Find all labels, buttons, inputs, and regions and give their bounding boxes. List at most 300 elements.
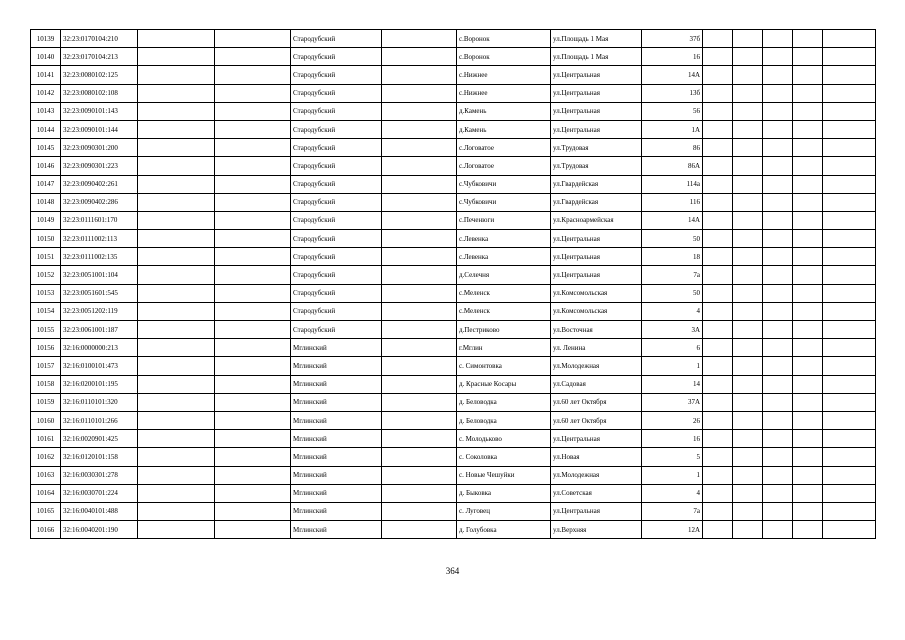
street: ул.60 лет Октября [551,411,642,429]
empty-cell [763,284,793,302]
settlement: г.Мглин [457,339,551,357]
empty-cell [382,175,457,193]
empty-cell [703,411,733,429]
house-number: 14А [642,211,703,229]
empty-cell [215,284,291,302]
row-number: 10139 [31,30,61,48]
row-number: 10151 [31,248,61,266]
empty-cell [793,484,823,502]
empty-cell [823,193,876,211]
street: ул. Ленина [551,339,642,357]
empty-cell [823,175,876,193]
empty-cell [733,484,763,502]
row-number: 10158 [31,375,61,393]
street: ул.Трудовая [551,139,642,157]
empty-cell [733,302,763,320]
empty-cell [138,157,215,175]
table-row [31,157,876,175]
settlement: с. Луговец [457,502,551,520]
empty-cell [215,84,291,102]
empty-cell [703,30,733,48]
settlement: с.Левенка [457,248,551,266]
empty-cell [733,321,763,339]
empty-cell [138,139,215,157]
empty-cell [823,139,876,157]
table-row [31,521,876,539]
empty-cell [382,157,457,175]
settlement: с.Левенка [457,230,551,248]
row-number: 10163 [31,466,61,484]
empty-cell [763,502,793,520]
empty-cell [215,248,291,266]
settlement: с. Соколовка [457,448,551,466]
empty-cell [215,411,291,429]
district: Стародубский [291,120,382,138]
district: Стародубский [291,84,382,102]
empty-cell [703,357,733,375]
empty-cell [793,339,823,357]
empty-cell [138,521,215,539]
street: ул.Центральная [551,502,642,520]
district: Стародубский [291,66,382,84]
empty-cell [733,84,763,102]
empty-cell [138,430,215,448]
empty-cell [763,302,793,320]
empty-cell [733,284,763,302]
cadastral-number: 32:16:0100101:473 [61,357,138,375]
empty-cell [733,120,763,138]
empty-cell [138,30,215,48]
empty-cell [382,266,457,284]
cadastral-number: 32:23:0061001:187 [61,321,138,339]
street: ул.Гвардейская [551,193,642,211]
empty-cell [215,66,291,84]
empty-cell [138,484,215,502]
settlement: д. Беловодка [457,411,551,429]
empty-cell [382,502,457,520]
empty-cell [138,84,215,102]
house-number: 37б [642,30,703,48]
district: Мглинский [291,375,382,393]
cadastral-number: 32:16:0200101:195 [61,375,138,393]
empty-cell [793,502,823,520]
empty-cell [703,48,733,66]
empty-cell [138,66,215,84]
cadastral-number: 32:16:0110101:320 [61,393,138,411]
house-number: 16 [642,48,703,66]
district: Мглинский [291,357,382,375]
settlement: с.Меленск [457,302,551,320]
empty-cell [733,30,763,48]
empty-cell [823,357,876,375]
cadastral-number: 32:16:0120101:158 [61,448,138,466]
district: Мглинский [291,502,382,520]
empty-cell [733,430,763,448]
empty-cell [763,448,793,466]
empty-cell [703,502,733,520]
empty-cell [382,66,457,84]
empty-cell [823,230,876,248]
street: ул.Садовая [551,375,642,393]
empty-cell [733,102,763,120]
empty-cell [823,248,876,266]
row-number: 10144 [31,120,61,138]
empty-cell [763,84,793,102]
empty-cell [703,466,733,484]
house-number: 86А [642,157,703,175]
empty-cell [793,193,823,211]
row-number: 10146 [31,157,61,175]
house-number: 1 [642,357,703,375]
empty-cell [138,339,215,357]
empty-cell [382,84,457,102]
empty-cell [763,139,793,157]
cadastral-number: 32:16:0030301:278 [61,466,138,484]
street: ул.Комсомольская [551,302,642,320]
house-number: 26 [642,411,703,429]
empty-cell [703,375,733,393]
cadastral-number: 32:16:0040201:190 [61,521,138,539]
empty-cell [823,30,876,48]
district: Мглинский [291,521,382,539]
empty-cell [733,393,763,411]
settlement: д. Быковка [457,484,551,502]
empty-cell [763,175,793,193]
empty-cell [382,357,457,375]
house-number: 37А [642,393,703,411]
empty-cell [793,84,823,102]
empty-cell [215,393,291,411]
empty-cell [703,139,733,157]
empty-cell [703,102,733,120]
empty-cell [138,266,215,284]
empty-cell [382,321,457,339]
row-number: 10150 [31,230,61,248]
district: Мглинский [291,466,382,484]
street: ул.Новая [551,448,642,466]
row-number: 10147 [31,175,61,193]
table-row [31,339,876,357]
district: Мглинский [291,411,382,429]
empty-cell [382,393,457,411]
empty-cell [703,302,733,320]
empty-cell [733,339,763,357]
empty-cell [138,466,215,484]
empty-cell [793,521,823,539]
empty-cell [763,30,793,48]
cadastral-number: 32:23:0111002:135 [61,248,138,266]
house-number: 7а [642,502,703,520]
empty-cell [703,430,733,448]
district: Стародубский [291,48,382,66]
empty-cell [138,375,215,393]
empty-cell [138,102,215,120]
empty-cell [763,230,793,248]
street: ул.Красноармейская [551,211,642,229]
table-row [31,393,876,411]
row-number: 10165 [31,502,61,520]
empty-cell [763,48,793,66]
empty-cell [703,448,733,466]
empty-cell [138,302,215,320]
empty-cell [215,30,291,48]
empty-cell [215,120,291,138]
empty-cell [733,66,763,84]
house-number: 14 [642,375,703,393]
empty-cell [733,248,763,266]
empty-cell [763,66,793,84]
empty-cell [215,302,291,320]
row-number: 10162 [31,448,61,466]
empty-cell [703,266,733,284]
row-number: 10164 [31,484,61,502]
row-number: 10145 [31,139,61,157]
empty-cell [793,393,823,411]
empty-cell [793,430,823,448]
house-number: 7а [642,266,703,284]
cadastral-number: 32:16:0020901:425 [61,430,138,448]
empty-cell [138,411,215,429]
settlement: с.Нижнее [457,84,551,102]
cadastral-number: 32:23:0170104:213 [61,48,138,66]
empty-cell [382,284,457,302]
empty-cell [138,48,215,66]
empty-cell [763,393,793,411]
empty-cell [138,193,215,211]
empty-cell [823,448,876,466]
district: Мглинский [291,430,382,448]
empty-cell [215,266,291,284]
table-row [31,448,876,466]
table-row [31,211,876,229]
house-number: 16 [642,430,703,448]
house-number: 6 [642,339,703,357]
empty-cell [215,175,291,193]
empty-cell [703,521,733,539]
house-number: 14А [642,66,703,84]
empty-cell [793,139,823,157]
cadastral-number: 32:23:0080102:108 [61,84,138,102]
row-number: 10157 [31,357,61,375]
empty-cell [823,102,876,120]
empty-cell [138,357,215,375]
street: ул.60 лет Октября [551,393,642,411]
house-number: 5 [642,448,703,466]
district: Стародубский [291,30,382,48]
empty-cell [382,248,457,266]
empty-cell [215,466,291,484]
empty-cell [138,393,215,411]
empty-cell [823,266,876,284]
settlement: д.Камень [457,102,551,120]
empty-cell [382,230,457,248]
settlement: с.Воронок [457,30,551,48]
empty-cell [793,120,823,138]
empty-cell [703,484,733,502]
empty-cell [823,411,876,429]
house-number: 56 [642,102,703,120]
empty-cell [763,411,793,429]
district: Мглинский [291,339,382,357]
table-body [31,30,876,539]
empty-cell [215,139,291,157]
empty-cell [823,393,876,411]
row-number: 10166 [31,521,61,539]
empty-cell [793,211,823,229]
empty-cell [733,502,763,520]
empty-cell [763,211,793,229]
empty-cell [138,284,215,302]
empty-cell [703,157,733,175]
district: Стародубский [291,211,382,229]
empty-cell [733,521,763,539]
empty-cell [382,466,457,484]
table-row [31,375,876,393]
empty-cell [733,411,763,429]
row-number: 10160 [31,411,61,429]
empty-cell [823,284,876,302]
empty-cell [763,339,793,357]
empty-cell [215,430,291,448]
empty-cell [382,430,457,448]
empty-cell [138,502,215,520]
settlement: д.Камень [457,120,551,138]
empty-cell [793,375,823,393]
empty-cell [823,430,876,448]
empty-cell [703,66,733,84]
empty-cell [382,193,457,211]
empty-cell [793,175,823,193]
empty-cell [793,448,823,466]
empty-cell [382,411,457,429]
empty-cell [763,120,793,138]
table-row [31,302,876,320]
row-number: 10161 [31,430,61,448]
district: Стародубский [291,139,382,157]
cadastral-number: 32:23:0051202:119 [61,302,138,320]
empty-cell [382,30,457,48]
empty-cell [793,302,823,320]
table-row [31,139,876,157]
table-row [31,230,876,248]
table-row [31,175,876,193]
settlement: д. Красные Косары [457,375,551,393]
house-number: 1 [642,466,703,484]
street: ул.Трудовая [551,157,642,175]
empty-cell [733,211,763,229]
empty-cell [823,502,876,520]
empty-cell [215,157,291,175]
street: ул.Советская [551,484,642,502]
house-number: 114а [642,175,703,193]
house-number: 12А [642,521,703,539]
settlement: с.Логоватое [457,157,551,175]
empty-cell [703,193,733,211]
cadastral-number: 32:16:0040101:488 [61,502,138,520]
empty-cell [703,284,733,302]
district: Мглинский [291,393,382,411]
street: ул.Центральная [551,120,642,138]
street: ул.Центральная [551,248,642,266]
empty-cell [823,157,876,175]
street: ул.Центральная [551,266,642,284]
empty-cell [763,484,793,502]
empty-cell [215,502,291,520]
empty-cell [215,193,291,211]
empty-cell [823,521,876,539]
empty-cell [382,339,457,357]
empty-cell [733,375,763,393]
empty-cell [138,248,215,266]
street: ул.Площадь 1 Мая [551,30,642,48]
table-row [31,284,876,302]
cadastral-number: 32:23:0170104:210 [61,30,138,48]
cadastral-number: 32:23:0111601:170 [61,211,138,229]
district: Стародубский [291,266,382,284]
settlement: с.Воронок [457,48,551,66]
table-row [31,411,876,429]
cadastral-number: 32:23:0090402:261 [61,175,138,193]
street: ул.Центральная [551,66,642,84]
registry-table [30,29,876,539]
street: ул.Центральная [551,230,642,248]
street: ул.Гвардейская [551,175,642,193]
empty-cell [138,120,215,138]
table-row [31,466,876,484]
empty-cell [793,102,823,120]
empty-cell [763,375,793,393]
settlement: с.Печенюги [457,211,551,229]
settlement: д.Селечня [457,266,551,284]
cadastral-number: 32:16:0110101:266 [61,411,138,429]
empty-cell [823,339,876,357]
street: ул.Центральная [551,102,642,120]
row-number: 10140 [31,48,61,66]
empty-cell [823,302,876,320]
district: Стародубский [291,284,382,302]
empty-cell [823,321,876,339]
table-row [31,357,876,375]
empty-cell [382,302,457,320]
empty-cell [763,521,793,539]
empty-cell [793,321,823,339]
empty-cell [215,102,291,120]
cadastral-number: 32:23:0051601:545 [61,284,138,302]
empty-cell [215,484,291,502]
empty-cell [823,375,876,393]
empty-cell [138,175,215,193]
row-number: 10142 [31,84,61,102]
district: Стародубский [291,248,382,266]
empty-cell [793,284,823,302]
empty-cell [763,430,793,448]
house-number: 50 [642,230,703,248]
table-row [31,248,876,266]
empty-cell [763,266,793,284]
empty-cell [763,248,793,266]
empty-cell [215,357,291,375]
cadastral-number: 32:23:0051001:104 [61,266,138,284]
empty-cell [382,521,457,539]
empty-cell [215,230,291,248]
settlement: с. Молодьково [457,430,551,448]
settlement: с.Нижнее [457,66,551,84]
row-number: 10159 [31,393,61,411]
table-row [31,484,876,502]
row-number: 10156 [31,339,61,357]
empty-cell [382,211,457,229]
table-row [31,193,876,211]
